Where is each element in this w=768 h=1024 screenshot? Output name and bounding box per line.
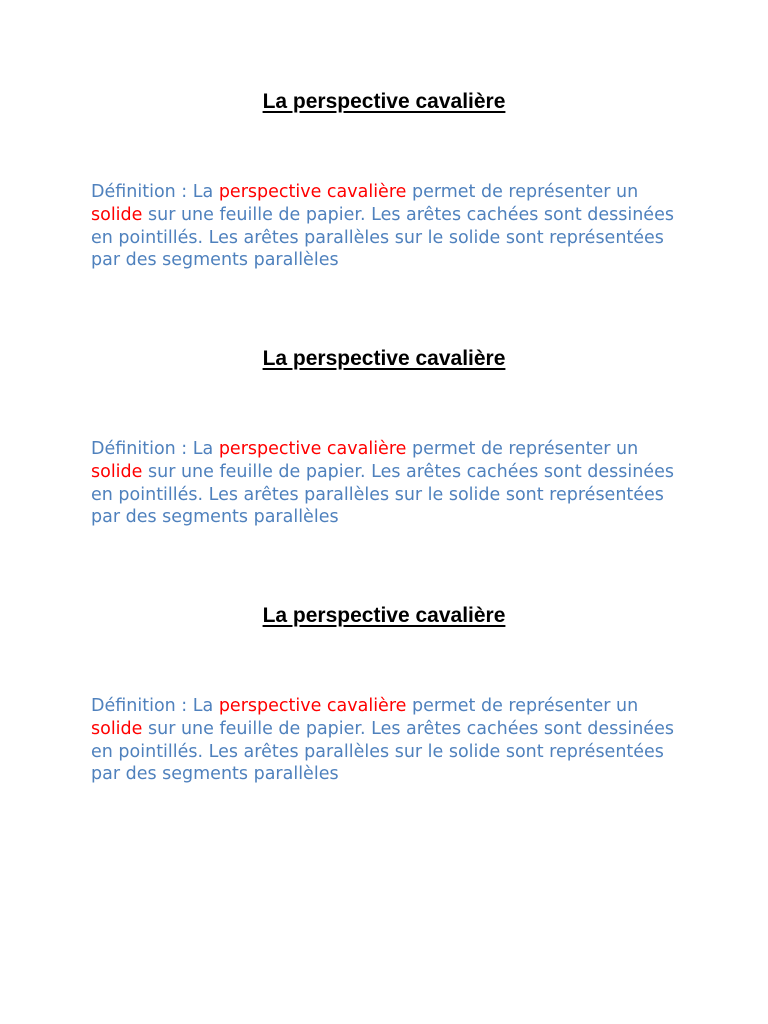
definition-rest: sur une feuille de papier. Les arêtes cachées sont dessinées en pointillés. Les arêtes parallèles sur le solide sont représentées par des segments parallèles <box>91 718 674 785</box>
definition-middle: permet de représenter un <box>406 439 639 459</box>
definition-paragraph <box>91 181 676 272</box>
definition-paragraph <box>91 695 676 786</box>
definition-middle: permet de représenter un <box>406 182 639 202</box>
definition-object: solide <box>91 204 143 225</box>
definition-object: solide <box>91 461 143 482</box>
definition-term: perspective cavalière <box>218 439 407 459</box>
definition-term: perspective cavalière <box>218 696 407 716</box>
section-title: La perspective cavalière <box>262 604 506 627</box>
section-title: La perspective cavalière <box>262 90 506 113</box>
definition-object: solide <box>91 718 143 739</box>
definition-prefix: Définition : La <box>91 182 219 202</box>
definition-rest: sur une feuille de papier. Les arêtes cachées sont dessinées en pointillés. Les arêtes parallèles sur le solide sont représentées par des segments parallèles <box>91 204 674 271</box>
definition-paragraph <box>91 438 676 529</box>
section-title: La perspective cavalière <box>262 347 506 370</box>
definition-rest: sur une feuille de papier. Les arêtes cachées sont dessinées en pointillés. Les arêtes parallèles sur le solide sont représentées par des segments parallèles <box>91 461 674 528</box>
definition-prefix: Définition : La <box>91 696 219 716</box>
definition-prefix: Définition : La <box>91 439 219 459</box>
definition-term: perspective cavalière <box>218 182 407 202</box>
definition-middle: permet de représenter un <box>406 696 639 716</box>
